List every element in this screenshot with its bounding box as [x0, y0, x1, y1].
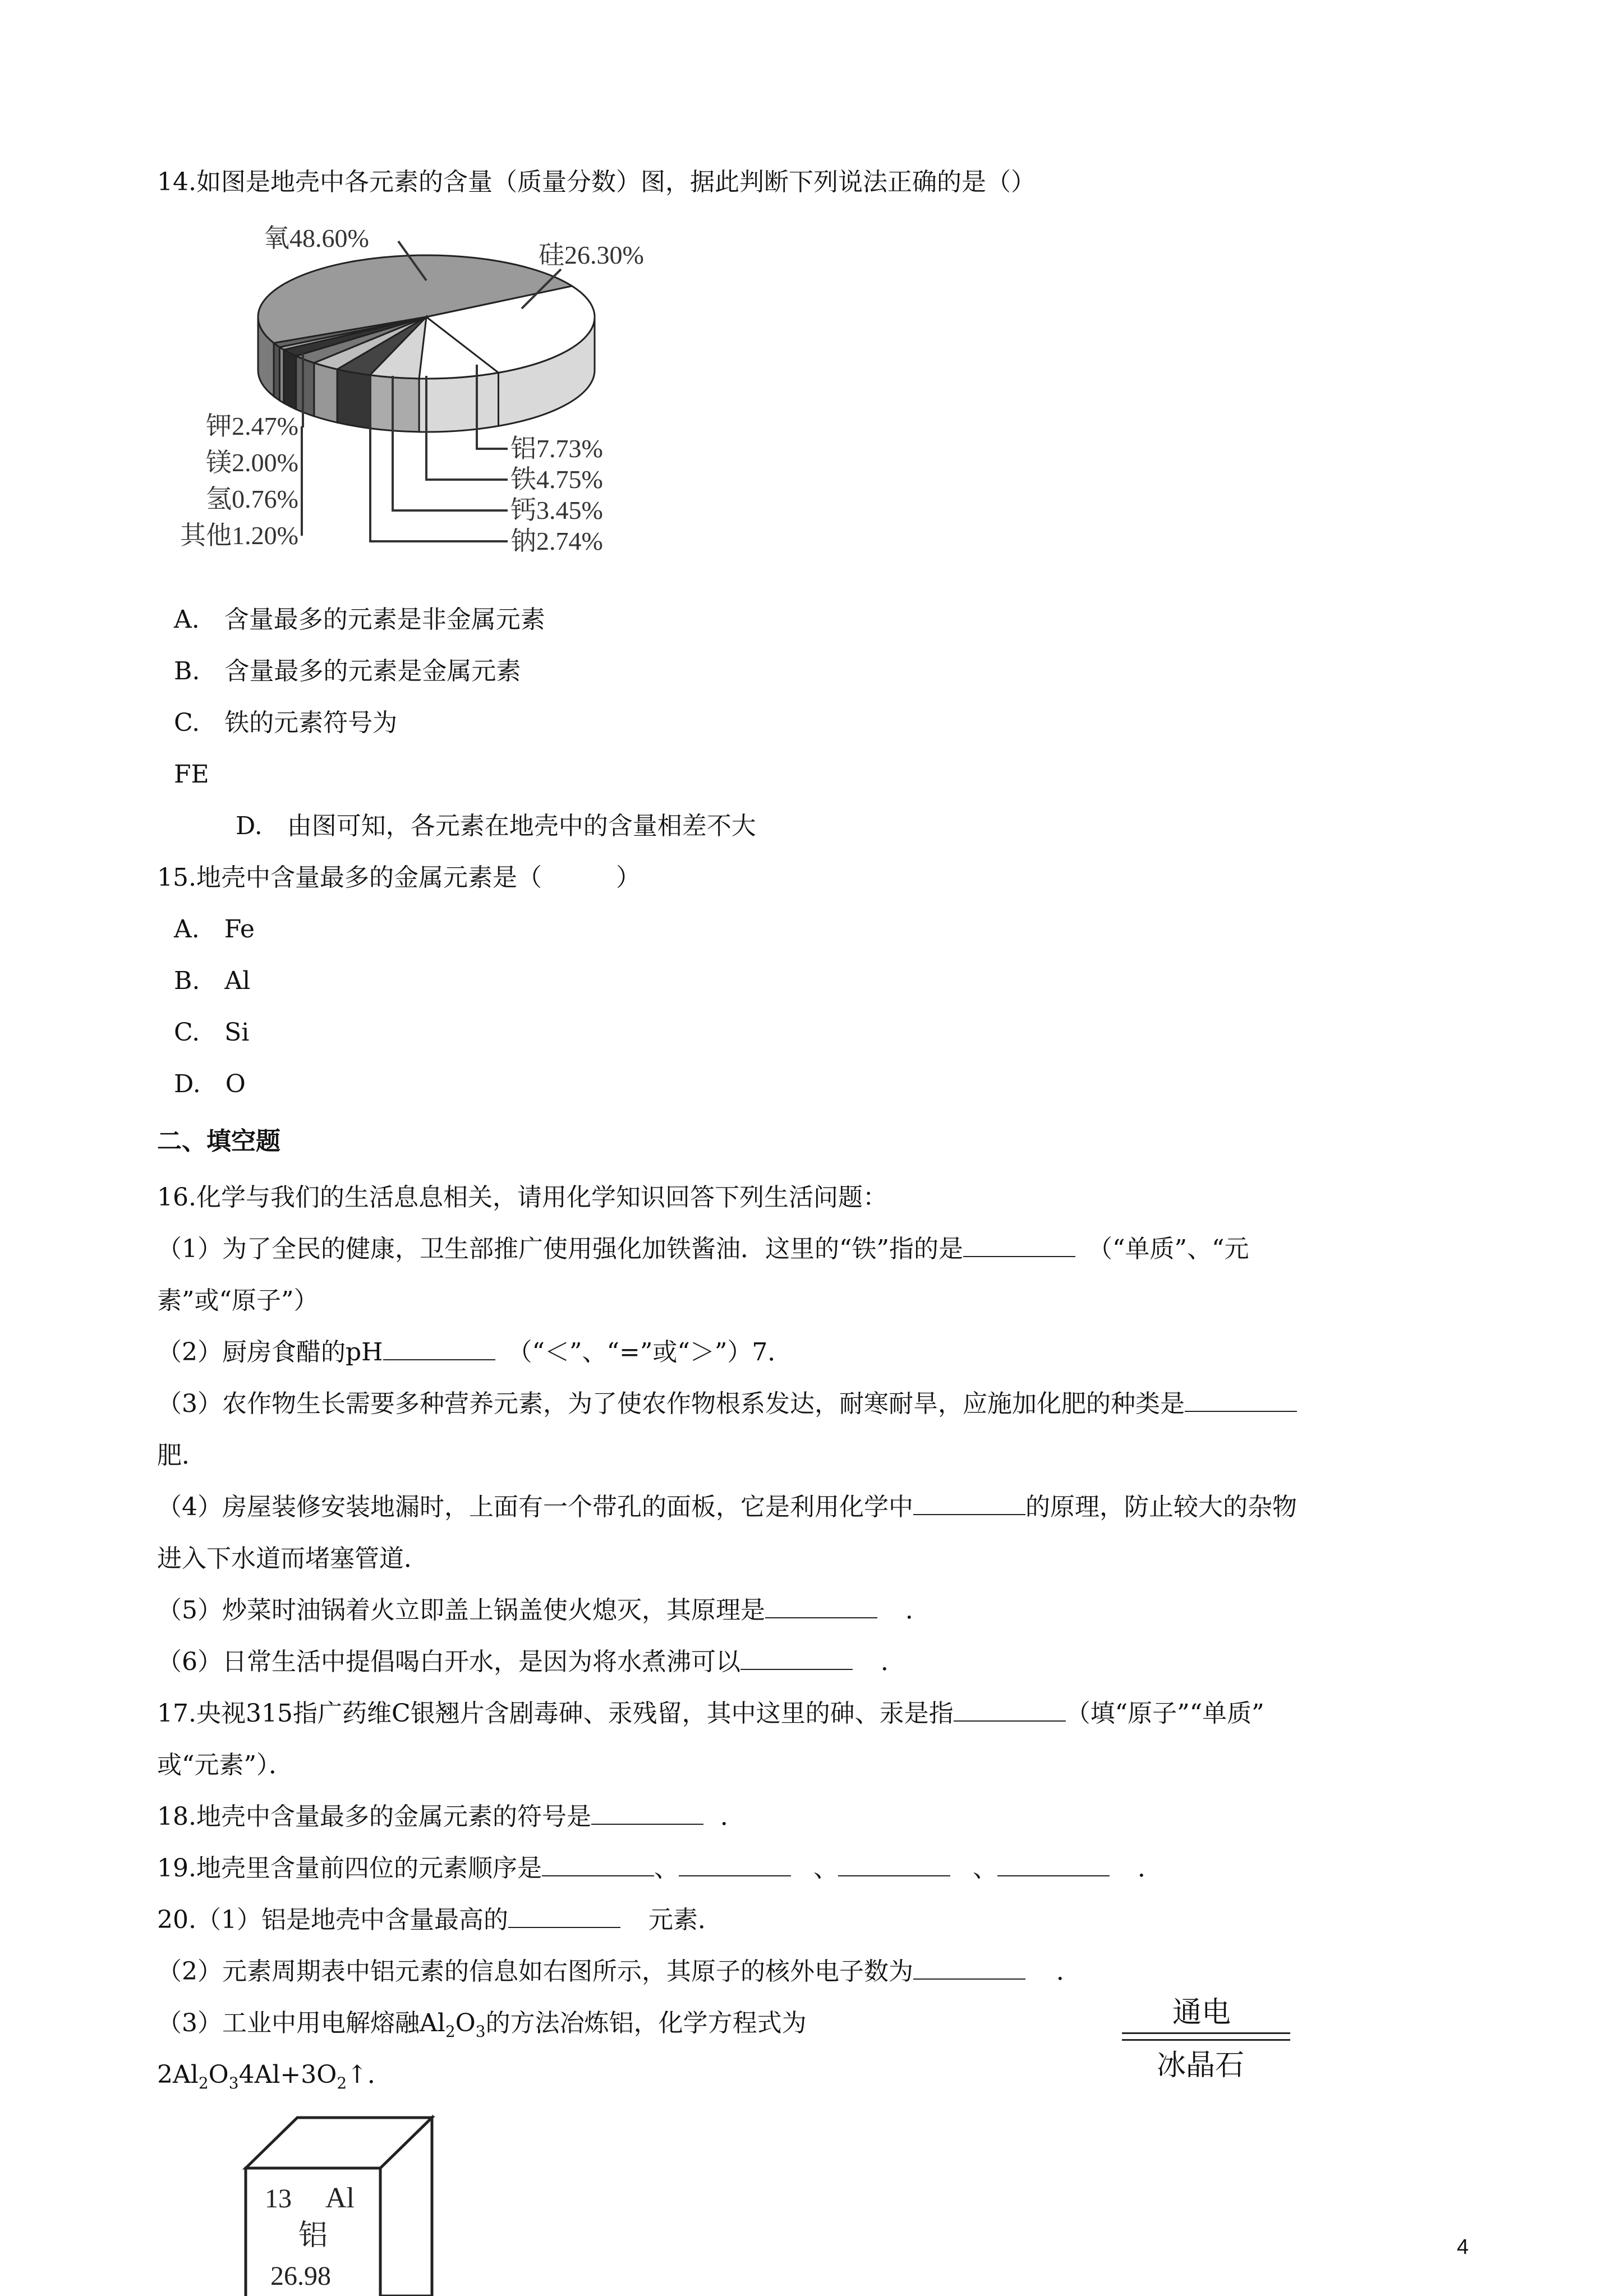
equals-line	[1122, 2039, 1290, 2041]
q14-option-d: D. 由图可知，各元素在地壳中的含量相差不大	[236, 812, 756, 840]
q20-part3	[157, 2007, 807, 2049]
q19-end: ．	[1137, 1854, 1162, 1883]
aluminum-element-card	[241, 2115, 449, 2296]
pie-slice-side	[296, 356, 314, 416]
q18	[157, 1800, 745, 1834]
q15-option-d: D. O	[174, 1070, 246, 1098]
page-number: 4	[1457, 2235, 1469, 2259]
q16-part2-text: （2）厨房食醋的pH	[157, 1338, 383, 1366]
answer-blank[interactable]	[740, 1646, 853, 1670]
pie-label: 钙3.45%	[510, 496, 603, 524]
q16-part3-text: （3）农作物生长需要多种营养元素，为了使农作物根系发达，耐寒耐旱，应施加化肥的种类是	[157, 1389, 1185, 1418]
pie-label: 其他1.20%	[180, 521, 298, 550]
element-name: 铝	[298, 2220, 328, 2252]
answer-blank[interactable]	[838, 1853, 950, 1876]
pie-label: 镁2.00%	[206, 448, 298, 477]
answer-blank[interactable]	[1185, 1388, 1297, 1412]
q18-end: ．	[720, 1802, 745, 1831]
q16-part4	[157, 1490, 1297, 1524]
reaction-condition	[1122, 1989, 1290, 2082]
pie-label: 铁4.75%	[510, 465, 603, 494]
q20-equation	[157, 2058, 392, 2100]
q16-part5-end: ．	[905, 1596, 930, 1625]
equation-text: 4Al+3O	[238, 2060, 337, 2089]
pie-label: 钾2.47%	[206, 412, 298, 440]
pie-slice-side	[284, 349, 296, 409]
q14-option-b: B. 含量最多的元素是金属元素	[174, 657, 521, 685]
q17	[157, 1697, 1264, 1731]
subscript: 2	[337, 2073, 347, 2092]
pie-label: 铝7.73%	[510, 434, 603, 463]
pie-slice-side	[337, 369, 370, 428]
q16-part3-cont: 肥．	[157, 1441, 206, 1470]
answer-blank[interactable]	[765, 1595, 877, 1618]
q16-part5-text: （5）炒菜时油锅着火立即盖上锅盖使火熄灭，其原理是	[157, 1596, 765, 1625]
q16-stem: 16.化学与我们的生活息息相关，请用化学知识回答下列生活问题：	[157, 1183, 887, 1212]
q16-part5	[157, 1594, 930, 1627]
subscript: 3	[475, 2022, 486, 2041]
q20-part1	[157, 1903, 723, 1937]
pie-label: 钠2.74%	[510, 527, 603, 555]
q16-part4-text: （4）房屋装修安装地漏时，上面有一个带孔的面板，它是利用化学中	[157, 1493, 913, 1521]
q16-part6-text: （6）日常生活中提倡喝白开水，是因为将水煮沸可以	[157, 1648, 740, 1676]
pie-top	[258, 255, 595, 379]
q15-option-b: B. Al	[174, 967, 251, 995]
pie-slice-side	[419, 372, 498, 432]
equation-text: O	[208, 2060, 229, 2089]
pie-label: 硅26.30%	[539, 241, 644, 269]
pie-slice-side	[370, 375, 420, 432]
q20-part2	[157, 1955, 1081, 1989]
answer-blank[interactable]	[913, 1956, 1025, 1980]
subscript: 2	[198, 2073, 209, 2092]
q18-text: 18.地壳中含量最多的金属元素的符号是	[157, 1802, 591, 1831]
answer-blank[interactable]	[679, 1853, 791, 1876]
q16-part2	[157, 1336, 792, 1369]
q15-stem: 15.地壳中含量最多的金属元素是（ ）	[157, 863, 641, 892]
q14-option-a: A. 含量最多的元素是非金属元素	[174, 605, 545, 634]
q19-sep: 、	[654, 1854, 679, 1883]
q20-part3-text: O	[455, 2009, 476, 2037]
section-heading: 二、填空题	[157, 1127, 280, 1156]
q15-option-a: A. Fe	[174, 915, 255, 944]
q15-option-c: C. Si	[174, 1018, 250, 1047]
pie-label: 氧48.60%	[264, 224, 369, 252]
equation-text: ↑．	[347, 2060, 393, 2089]
pie-slice-side	[314, 363, 337, 422]
leader-line	[302, 353, 303, 426]
q20-part1-end: 元素．	[648, 1906, 723, 1934]
subscript: 2	[445, 2022, 456, 2041]
q16-part1	[157, 1232, 1249, 1266]
q19	[157, 1852, 1162, 1885]
answer-blank[interactable]	[997, 1853, 1110, 1876]
answer-blank[interactable]	[963, 1234, 1075, 1257]
q16-part3	[157, 1387, 1297, 1421]
pie-label: 氢0.76%	[206, 485, 298, 513]
condition-bottom: 冰晶石	[1157, 2049, 1245, 2082]
subscript: 3	[228, 2073, 239, 2092]
q17-text-b: （填“原子”“单质”	[1065, 1699, 1264, 1728]
condition-top: 通电	[1172, 1996, 1231, 2030]
q17-text: 17.央视315指广药维C银翘片含剧毒砷、汞残留，其中这里的砷、汞是指	[157, 1699, 954, 1728]
q20-part1-text: 20.（1）铝是地壳中含量最高的	[157, 1906, 508, 1934]
q14-option-c: C. 铁的元素符号为	[174, 708, 398, 737]
q19-sep: 、	[972, 1854, 997, 1883]
answer-blank[interactable]	[913, 1492, 1025, 1515]
element-symbol: Al	[325, 2182, 355, 2214]
pie-slice-side	[274, 343, 279, 400]
q16-part1-cont: 素”或“原子”）	[157, 1286, 319, 1315]
crust-element-pie-chart	[157, 208, 718, 567]
q20-part3-text: （3）工业中用电解熔融Al	[157, 2009, 445, 2037]
atomic-mass: 26.98	[270, 2261, 331, 2291]
answer-blank[interactable]	[542, 1853, 654, 1876]
q16-part4-cont: 进入下水道而堵塞管道．	[157, 1544, 429, 1573]
answer-blank[interactable]	[954, 1698, 1066, 1722]
q16-part6-end: ．	[881, 1648, 905, 1676]
q16-part4-text-b: 的原理，防止较大的杂物	[1025, 1493, 1297, 1521]
q19-text: 19.地壳里含量前四位的元素顺序是	[157, 1854, 542, 1883]
q17-cont: 或“元素”）．	[157, 1751, 293, 1779]
atomic-number: 13	[265, 2184, 292, 2214]
q16-part6	[157, 1645, 905, 1679]
q19-sep: 、	[813, 1854, 838, 1883]
q16-part1-text: （1）为了全民的健康，卫生部推广使用强化加铁酱油．这里的“铁”指的是	[157, 1235, 963, 1263]
q20-part3-text: 的方法冶炼铝，化学方程式为	[485, 2009, 807, 2037]
answer-blank[interactable]	[383, 1337, 495, 1360]
equation-text: 2Al	[157, 2060, 199, 2089]
q14-option-c-symbol: FE	[174, 760, 209, 789]
q20-part2-end: ．	[1056, 1957, 1081, 1986]
equals-line	[1122, 2032, 1290, 2034]
q16-part2-choices: （“＜”、“=”或“＞”）7．	[495, 1338, 793, 1366]
answer-blank[interactable]	[591, 1801, 703, 1825]
q14-stem: 14.如图是地壳中各元素的含量（质量分数）图，据此判断下列说法正确的是（）	[157, 168, 1036, 196]
q20-part2-text: （2）元素周期表中铝元素的信息如右图所示，其原子的核外电子数为	[157, 1957, 913, 1986]
q16-part1-choices: （“单质”、“元	[1075, 1235, 1249, 1263]
answer-blank[interactable]	[508, 1904, 620, 1928]
